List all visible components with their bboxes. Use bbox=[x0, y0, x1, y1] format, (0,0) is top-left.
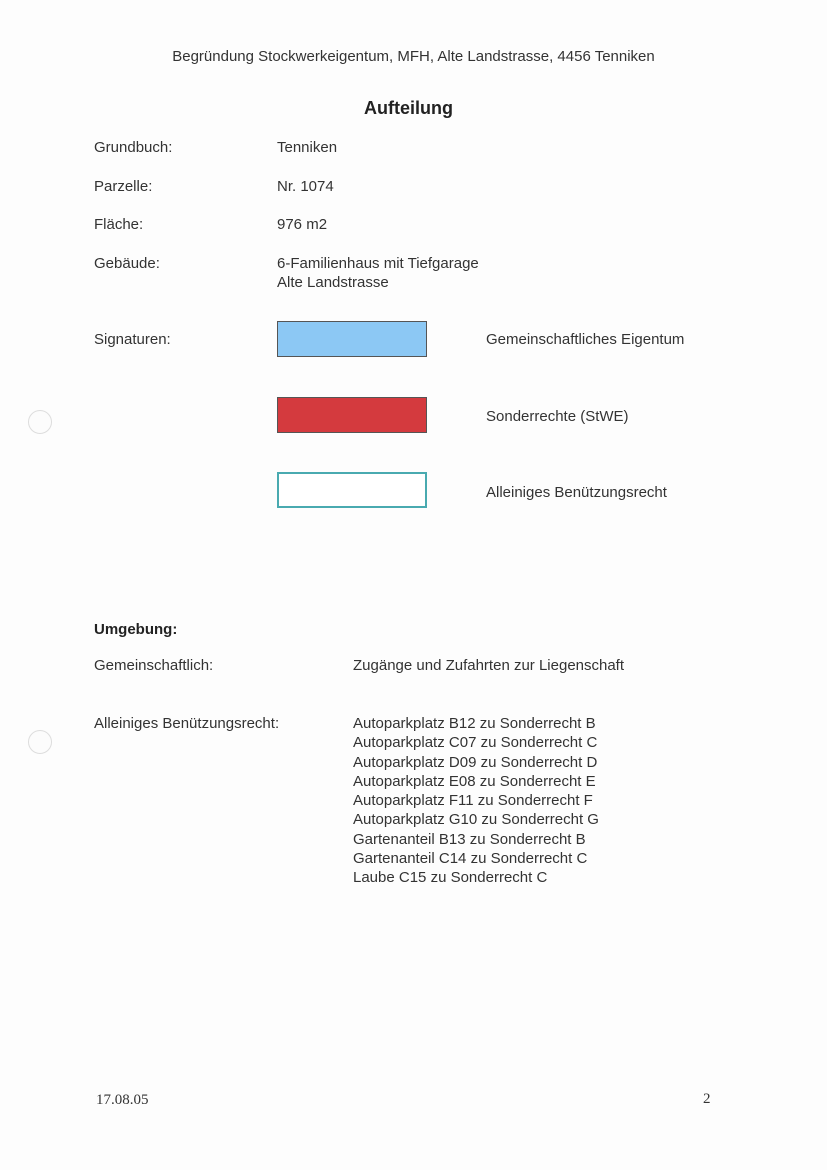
list-item: Autoparkplatz F11 zu Sonderrecht F bbox=[353, 792, 593, 810]
list-item: Autoparkplatz D09 zu Sonderrecht D bbox=[353, 753, 598, 771]
flaeche-label: Fläche: bbox=[94, 216, 144, 233]
list-item: Laube C15 zu Sonderrecht C bbox=[353, 869, 548, 887]
gemeinschaftlich-value: Zugänge und Zufahrten zur Liegenschaft bbox=[353, 657, 625, 674]
page-number: 2 bbox=[703, 1091, 711, 1107]
legend-swatch-common bbox=[277, 321, 427, 357]
footer-date: 17.08.05 bbox=[96, 1092, 149, 1108]
punch-hole bbox=[28, 730, 52, 754]
list-item: Autoparkplatz G10 zu Sonderrecht G bbox=[353, 811, 599, 829]
list-item: Autoparkplatz E08 zu Sonderrecht E bbox=[353, 772, 596, 790]
legend-label-common: Gemeinschaftliches Eigentum bbox=[486, 331, 685, 348]
legend-swatch-exclusive bbox=[277, 472, 427, 508]
list-item: Autoparkplatz B12 zu Sonderrecht B bbox=[353, 715, 596, 732]
alleiniges-list bbox=[353, 714, 599, 888]
umgebung-heading: Umgebung: bbox=[94, 621, 178, 638]
legend-label-special: Sonderrechte (StWE) bbox=[486, 408, 629, 425]
parzelle-value: Nr. 1074 bbox=[277, 178, 334, 195]
page-title: Aufteilung bbox=[364, 98, 453, 118]
gebaeude-line1: 6-Familienhaus mit Tiefgarage bbox=[277, 255, 479, 272]
page-header: Begründung Stockwerkeigentum, MFH, Alte Landstrasse, 4456 Tenniken bbox=[172, 48, 655, 65]
list-item: Autoparkplatz C07 zu Sonderrecht C bbox=[353, 734, 598, 752]
list-item: Gartenanteil C14 zu Sonderrecht C bbox=[353, 850, 588, 868]
grundbuch-label: Grundbuch: bbox=[94, 139, 173, 156]
legend-swatch-special bbox=[277, 397, 427, 433]
punch-hole bbox=[28, 410, 52, 434]
gebaeude-label: Gebäude: bbox=[94, 255, 160, 272]
parzelle-label: Parzelle: bbox=[94, 178, 153, 195]
alleiniges-label: Alleiniges Benützungsrecht: bbox=[94, 715, 280, 732]
signaturen-label: Signaturen: bbox=[94, 331, 171, 348]
gebaeude-line2: Alte Landstrasse bbox=[277, 274, 389, 291]
legend-label-exclusive: Alleiniges Benützungsrecht bbox=[486, 484, 667, 501]
list-item: Gartenanteil B13 zu Sonderrecht B bbox=[353, 830, 586, 848]
gemeinschaftlich-label: Gemeinschaftlich: bbox=[94, 657, 214, 674]
flaeche-value: 976 m2 bbox=[277, 216, 328, 233]
grundbuch-value: Tenniken bbox=[277, 139, 338, 156]
